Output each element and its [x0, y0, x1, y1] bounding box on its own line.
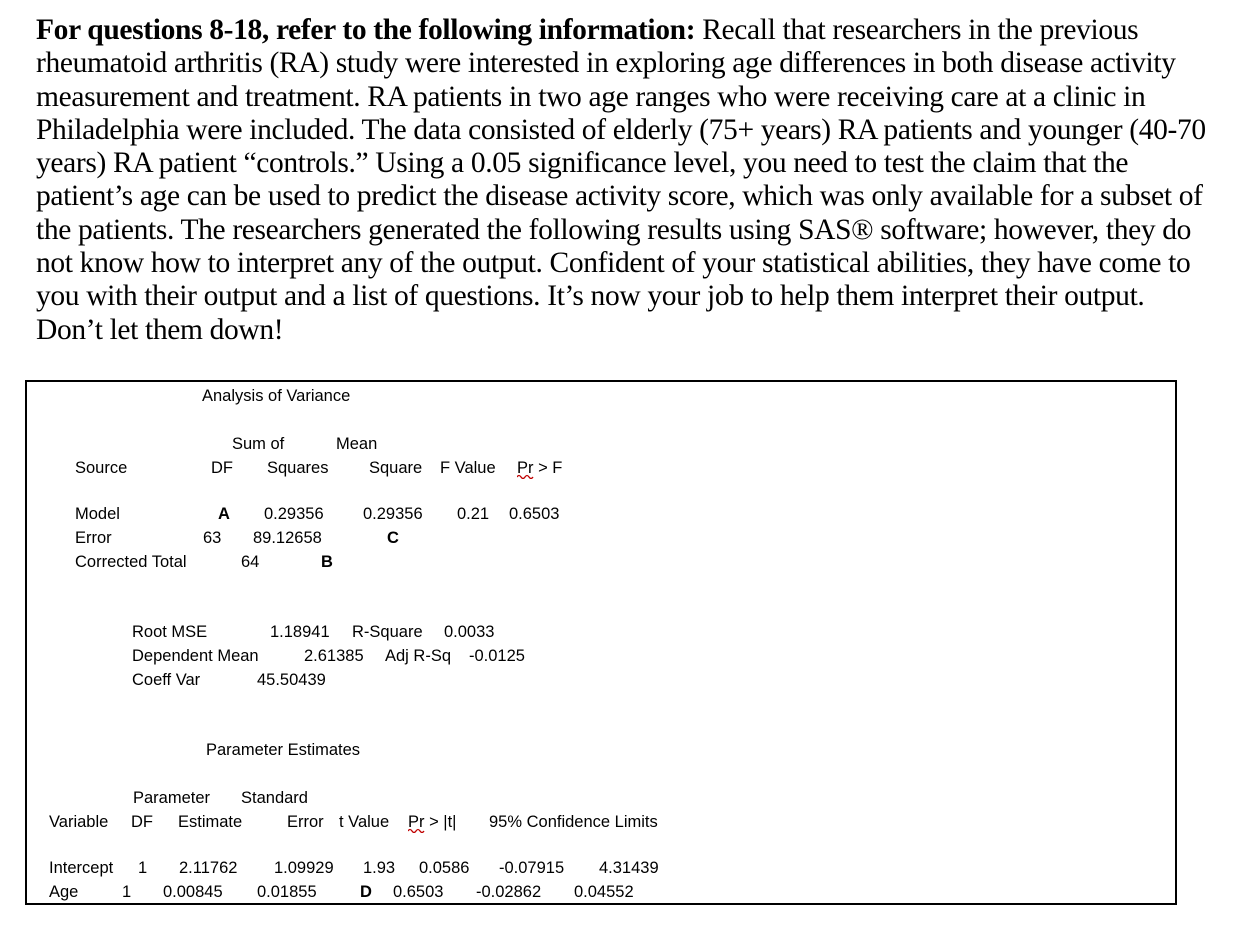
fit-coeff-var-label: Coeff Var [132, 671, 201, 689]
params-row-ucl: 4.31439 [599, 859, 659, 877]
anova-header-sum-of: Sum of [232, 435, 285, 453]
params-row-ucl: 0.04552 [574, 883, 634, 901]
params-row-t: 1.93 [363, 859, 396, 877]
anova-header-pr-gt-f [517, 458, 562, 478]
fit-r-square-label: R-Square [352, 623, 423, 641]
params-row-estimate: 2.11762 [179, 859, 238, 877]
params-header-t-value: t Value [339, 813, 390, 831]
fit-root-mse-value: 1.18941 [270, 623, 330, 641]
anova-header-squares: Squares [267, 459, 329, 477]
anova-row-ms: C [387, 529, 399, 547]
anova-title: Analysis of Variance [202, 387, 351, 405]
anova-row-ss: 0.29356 [264, 505, 324, 523]
params-header-estimate: Estimate [178, 813, 243, 831]
params-row-lcl: -0.02862 [476, 883, 542, 901]
fit-dep-mean-label: Dependent Mean [132, 647, 259, 665]
anova-header-mean: Mean [336, 435, 378, 453]
params-row-variable: Intercept [49, 859, 114, 877]
params-row-se: 1.09929 [274, 859, 334, 877]
spellcheck-squiggle-icon [408, 828, 426, 833]
spellcheck-underline-pr: Pr > |t| [408, 813, 457, 831]
params-row-t: D [360, 883, 372, 901]
intro-body: Recall that researchers in the previous rheumatoid arthritis (RA) study were interested in exploring age differences in both disease activity measurement and treatment. RA patients in two age ranges who were receiving care at a clinic in Philadelphia were included. The data consisted of elderly (75+ years) RA patients and younger (40-70 years) RA patient “controls.” Using a 0.05 significance level, you need to test the claim that the patient’s age can be used to predict the disease activity score, which was only available for a subset of the patients. The researchers generated the following results using SAS® software; however, they do not know how to interpret any of the output. Confident of your statistical abilities, they have come to you with their output and a list of questions. It’s now your job to help them interpret their output. Don’t let them down! [36, 14, 1206, 346]
params-header-error: Error [287, 813, 324, 831]
params-row-variable: Age [49, 883, 79, 901]
fit-coeff-var-value: 45.50439 [257, 671, 326, 689]
params-header-ci: 95% Confidence Limits [489, 813, 658, 831]
anova-row-df: 64 [241, 553, 260, 571]
fit-dep-mean-value: 2.61385 [304, 647, 364, 665]
anova-row-f: 0.21 [457, 505, 490, 523]
params-row-p: 0.6503 [393, 883, 444, 901]
anova-row-ms: 0.29356 [363, 505, 423, 523]
anova-row-ss: 89.12658 [253, 529, 322, 547]
intro-paragraph [36, 14, 1216, 347]
params-header-pr-gt-t [408, 812, 456, 832]
fit-root-mse-label: Root MSE [132, 623, 208, 641]
params-row-p: 0.0586 [419, 859, 470, 877]
anova-header-square: Square [369, 459, 423, 477]
anova-row-df: A [218, 505, 230, 523]
intro-lead: For questions 8-18, refer to the following information: [36, 14, 696, 46]
fit-adj-rsq-value: -0.0125 [469, 647, 525, 665]
anova-row-source: Error [75, 529, 112, 547]
params-header-df: DF [131, 813, 153, 831]
params-row-estimate: 0.00845 [163, 883, 223, 901]
params-row-se: 0.01855 [257, 883, 317, 901]
anova-row-ss: B [321, 553, 333, 571]
anova-row-df: 63 [203, 529, 222, 547]
fit-r-square-value: 0.0033 [444, 623, 495, 641]
anova-header-source: Source [75, 459, 128, 477]
spellcheck-squiggle-icon [517, 474, 535, 479]
anova-row-p: 0.6503 [509, 505, 560, 523]
anova-row-source: Corrected Total [75, 553, 187, 571]
fit-adj-rsq-label: Adj R-Sq [385, 647, 452, 665]
params-header-parameter: Parameter [133, 789, 211, 807]
anova-header-f-value: F Value [440, 459, 496, 477]
params-row-df: 1 [122, 883, 132, 901]
params-row-df: 1 [138, 859, 148, 877]
anova-row-source: Model [75, 505, 120, 523]
spellcheck-underline-pr: Pr > F [517, 459, 563, 477]
anova-header-df: DF [211, 459, 233, 477]
params-header-variable: Variable [49, 813, 109, 831]
params-header-standard: Standard [241, 789, 308, 807]
params-title: Parameter Estimates [206, 741, 361, 759]
params-row-lcl: -0.07915 [499, 859, 565, 877]
